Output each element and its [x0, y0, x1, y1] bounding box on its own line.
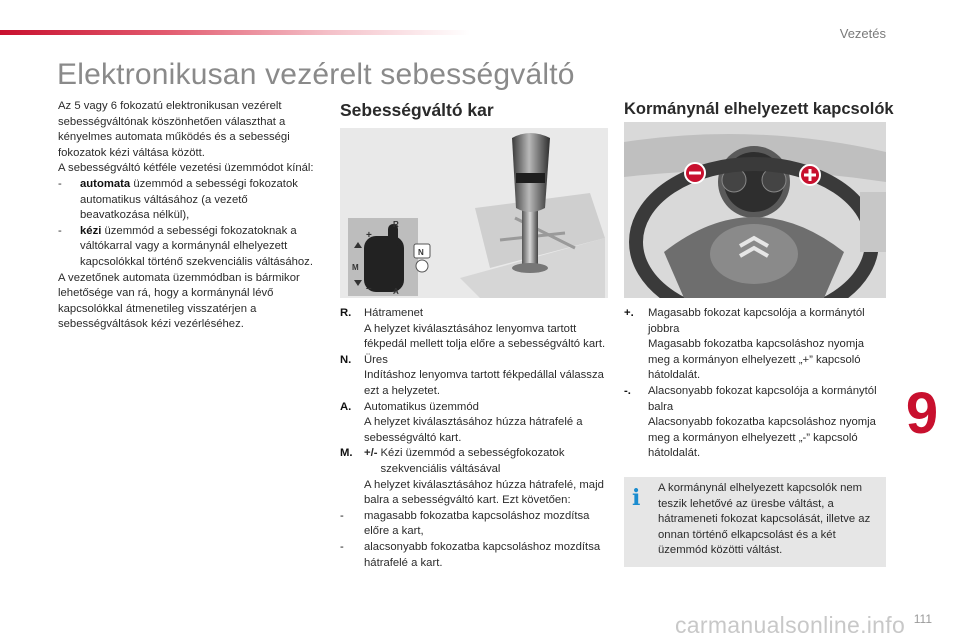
modes-intro: A sebességváltó kétféle vezetési üzemmódot kínál: — [58, 162, 314, 175]
mode-automatic-label: automata — [80, 177, 131, 190]
m-upshift — [340, 509, 608, 540]
info-text: A kormánynál elhelyezett kapcsolók nem teszik lehetővé az üresbe váltást, a hátrameneti fokozat kapcsolását, illetve az onnan történő elkapcsolást és a két üzemmód közötti váltást. — [658, 482, 871, 557]
gate-label-a: A — [393, 287, 399, 296]
step-text: magasabb fokozatba kapcsoláshoz mozdítsa előre a kart, — [364, 509, 590, 538]
intro-paragraph: Az 5 vagy 6 fokozatú elektronikusan vezérelt sebességváltónak köszönhetően választhat a kényelmes automata működés és a sebességi fokozatok kézi váltása között. — [58, 100, 290, 159]
step-marker-icon — [340, 368, 364, 399]
gate-label-m: M — [352, 263, 359, 272]
info-icon: i — [632, 485, 641, 511]
step-r — [340, 322, 608, 353]
mode-manual-label: kézi — [80, 224, 102, 237]
bullet-dash: - — [58, 177, 62, 190]
steering-wheel-illustration — [624, 122, 886, 298]
steering-wheel-figure — [624, 122, 886, 298]
gate-label-r: R — [393, 220, 399, 229]
mode-manual-text: üzemmód a sebességi fokozatoknak a váltókarral vagy a kormánynál elhelyezett kapcsolókkal történő szekvenciális váltásához. — [80, 224, 313, 268]
gate-label-n: N — [418, 248, 424, 257]
bullet-dash: - — [340, 509, 344, 522]
position-label: Hátramenet — [364, 307, 424, 319]
gear-lever-figure — [340, 128, 608, 298]
info-box — [624, 477, 886, 567]
step-minus — [624, 415, 886, 462]
step-a — [340, 415, 608, 446]
position-n — [340, 353, 608, 369]
gear-lever-illustration — [340, 128, 608, 298]
step-marker-icon — [624, 415, 648, 462]
paddle-plus — [624, 306, 886, 337]
step-text: Alacsonyabb fokozatba kapcsoláshoz nyomja meg a kormányon elhelyezett „-” kapcsoló hátoldalát. — [648, 416, 876, 460]
gate-label-plus: + — [366, 230, 372, 241]
mode-automatic — [58, 177, 320, 224]
step-text: Indításhoz lenyomva tartott fékpedállal válassza ezt a helyzetet. — [364, 369, 604, 397]
position-label: Üres — [364, 353, 388, 366]
step-text: A helyzet kiválasztásához húzza hátrafelé a sebességváltó kart. — [364, 416, 583, 444]
chapter-number: 9 — [905, 381, 939, 446]
top-accent-bar — [0, 30, 470, 35]
step-marker-icon — [340, 322, 364, 353]
position-a — [340, 400, 608, 416]
position-key: M. — [340, 447, 353, 460]
mode-manual — [58, 224, 320, 271]
step-n — [340, 368, 608, 399]
step-marker-icon — [340, 478, 364, 509]
position-label: Automatikus üzemmód — [364, 400, 479, 413]
step-text: A helyzet kiválasztásához húzza hátrafelé, majd balra a sebességváltó kart. Ezt követően: — [364, 478, 604, 507]
override-paragraph: A vezetőnek automata üzemmódban is bármikor lehetősége van rá, hogy a kormánynál lévő kapcsolókkal átmenetileg visszatérjen a sebességváltások kézi vezérléséhez. — [58, 271, 300, 331]
intro-column — [58, 99, 320, 333]
paddle-label: Alacsonyabb fokozat kapcsolója a kormánytól balra — [648, 384, 877, 413]
paddles-heading: Kormánynál elhelyezett kapcsolók — [624, 100, 894, 118]
step-text: A helyzet kiválasztásához lenyomva tartott fékpedál mellett tolja előre a sebességváltó kart. — [364, 322, 606, 351]
paddle-key: -. — [624, 384, 631, 397]
gate-label-minus: – — [366, 283, 372, 294]
position-key: A. — [340, 400, 352, 413]
gear-gate-diagram — [348, 218, 430, 296]
position-key: R. — [340, 307, 352, 319]
watermark: carmanualsonline.info — [675, 612, 906, 638]
position-subkey: +/- — [364, 447, 378, 460]
page-title: Elektronikusan vezérelt sebességváltó — [57, 58, 575, 91]
bullet-dash: - — [58, 224, 62, 237]
step-m — [340, 478, 608, 509]
position-key: N. — [340, 353, 352, 366]
bullet-dash: - — [340, 540, 344, 553]
paddle-key: +. — [624, 307, 634, 319]
step-text: Magasabb fokozatba kapcsoláshoz nyomja meg a kormányon elhelyezett „+” kapcsoló hátoldalát. — [648, 338, 865, 382]
step-marker-icon — [624, 337, 648, 384]
step-text: alacsonyabb fokozatba kapcsoláshoz mozdítsa hátrafelé a kart. — [364, 540, 601, 569]
section-tag: Vezetés — [839, 26, 886, 41]
paddle-label: Magasabb fokozat kapcsolója a kormánytól jobbra — [648, 307, 865, 335]
position-m — [340, 446, 608, 477]
lever-heading: Sebességváltó kar — [340, 100, 494, 120]
page-number: 111 — [913, 612, 932, 626]
m-downshift — [340, 540, 608, 571]
lever-positions — [340, 306, 608, 571]
step-plus — [624, 337, 886, 384]
paddle-minus — [624, 384, 886, 415]
mode-automatic-text: üzemmód a sebességi fokozatok automatikus váltásához (a vezető beavatkozása nélkül), — [80, 177, 298, 222]
paddle-descriptions — [624, 306, 886, 462]
step-marker-icon — [340, 415, 364, 446]
position-label: Kézi üzemmód a sebességfokozatok szekvenciális váltásával — [380, 447, 565, 475]
position-r — [340, 306, 608, 322]
